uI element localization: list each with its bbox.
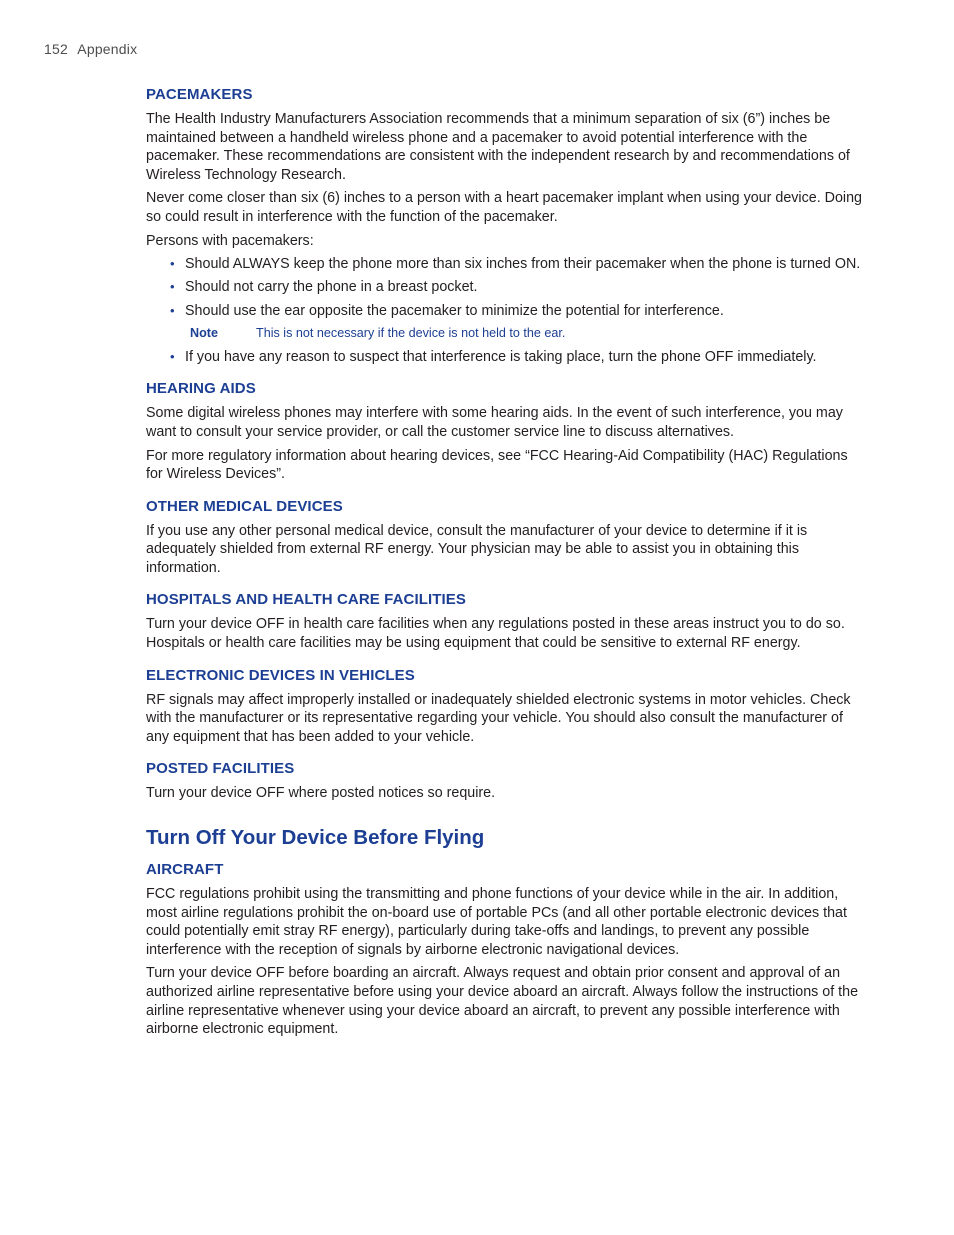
heading-posted-facilities: POSTED FACILITIES: [146, 760, 295, 778]
page-number: 152: [44, 41, 68, 57]
major-heading: Turn Off Your Device Before Flying: [146, 826, 485, 850]
list-item-text: Should use the ear opposite the pacemaker to minimize the potential for interference.: [185, 302, 724, 319]
section-hearing-aids: [146, 380, 862, 483]
paragraph: Turn your device OFF in health care facilities when any regulations posted in these areas instruct you to do so. Hospitals or health care facilities may be using equipment that could be sensitive to external RF energy.: [146, 616, 845, 652]
section-posted-facilities: [146, 760, 862, 803]
page-content: [146, 86, 862, 1053]
list-item-text: Should not carry the phone in a breast pocket.: [185, 279, 478, 296]
section-hospitals: [146, 591, 862, 652]
list-item: [170, 348, 862, 367]
pacemaker-bullet-list-continued: [146, 348, 862, 367]
bullet-icon: •: [170, 348, 175, 364]
list-item: [170, 278, 862, 297]
note: [190, 325, 862, 342]
list-item: [170, 302, 862, 321]
paragraph: FCC regulations prohibit using the transmitting and phone functions of your device while in the air. In addition, most airline regulations prohibit the on-board use of portable PCs (and all other portable electronic devices that could potentially emit stray RF energy), particularly during take-offs and landings, to prevent any possible interference with the reception of signals by airborne electronic navigational devices.: [146, 886, 847, 958]
paragraph: Turn your device OFF before boarding an aircraft. Always request and obtain prior consent and approval of an authorized airline representative before using your device aboard an aircraft. Always follow the instructions of the airline representative whenever using your device aboard an aircraft, to prevent any possible interference with airborne electronic equipment.: [146, 965, 859, 1038]
bullet-icon: •: [170, 302, 175, 318]
paragraph: RF signals may affect improperly installed or inadequately shielded electronic systems in motor vehicles. Check with the manufacturer or its representative regarding your vehicle. You should also consult the manufacturer of any equipment that has been added to your vehicle.: [146, 691, 851, 745]
paragraph: Never come closer than six (6) inches to a person with a heart pacemaker implant when using your device. Doing so could result in interference with the function of the pacemaker.: [146, 190, 862, 225]
heading-hospitals: HOSPITALS AND HEALTH CARE FACILITIES: [146, 591, 466, 609]
bullet-icon: •: [170, 256, 175, 272]
paragraph: If you use any other personal medical device, consult the manufacturer of your device to determine if it is adequately shielded from external RF energy. Your physician may be able to assist you in obtaining this information.: [146, 522, 808, 576]
heading-electronic-devices-vehicles: ELECTRONIC DEVICES IN VEHICLES: [146, 666, 415, 684]
spacer: [146, 817, 862, 825]
section-electronic-devices-vehicles: [146, 667, 862, 747]
paragraph: Persons with pacemakers:: [146, 232, 314, 249]
list-item-text: If you have any reason to suspect that interference is taking place, turn the phone OFF immediately.: [185, 348, 817, 365]
paragraph: The Health Industry Manufacturers Association recommends that a minimum separation of six (6”) inches be maintained between a handheld wireless phone and a pacemaker to avoid potential interference with the pacemaker. These recommendations are consistent with the independent research by and recommendations of Wireless Technology Research.: [146, 111, 850, 183]
paragraph: Turn your device OFF where posted notices so require.: [146, 785, 496, 802]
heading-other-medical-devices: OTHER MEDICAL DEVICES: [146, 497, 343, 515]
section-turn-off-before-flying: [146, 825, 862, 1039]
bullet-icon: •: [170, 279, 175, 295]
heading-aircraft: AIRCRAFT: [146, 861, 224, 879]
heading-hearing-aids: HEARING AIDS: [146, 380, 256, 398]
note-label: Note: [190, 325, 218, 340]
list-item: [170, 255, 862, 274]
note-text: This is not necessary if the device is not held to the ear.: [256, 325, 566, 340]
paragraph: Some digital wireless phones may interfere with some hearing aids. In the event of such interference, you may want to consult your service provider, or call the customer service line to discuss alternatives.: [146, 405, 843, 440]
running-header-section: Appendix: [77, 41, 138, 57]
heading-pacemakers: PACEMAKERS: [146, 86, 253, 103]
running-header: [44, 41, 137, 57]
pacemaker-bullet-list: [146, 255, 862, 320]
section-other-medical-devices: [146, 498, 862, 578]
section-pacemakers: [146, 86, 862, 366]
list-item-text: Should ALWAYS keep the phone more than six inches from their pacemaker when the phone is turned ON.: [185, 256, 861, 273]
paragraph: For more regulatory information about hearing devices, see “FCC Hearing-Aid Compatibility (HAC) Regulations for Wireless Devices”.: [146, 447, 848, 483]
